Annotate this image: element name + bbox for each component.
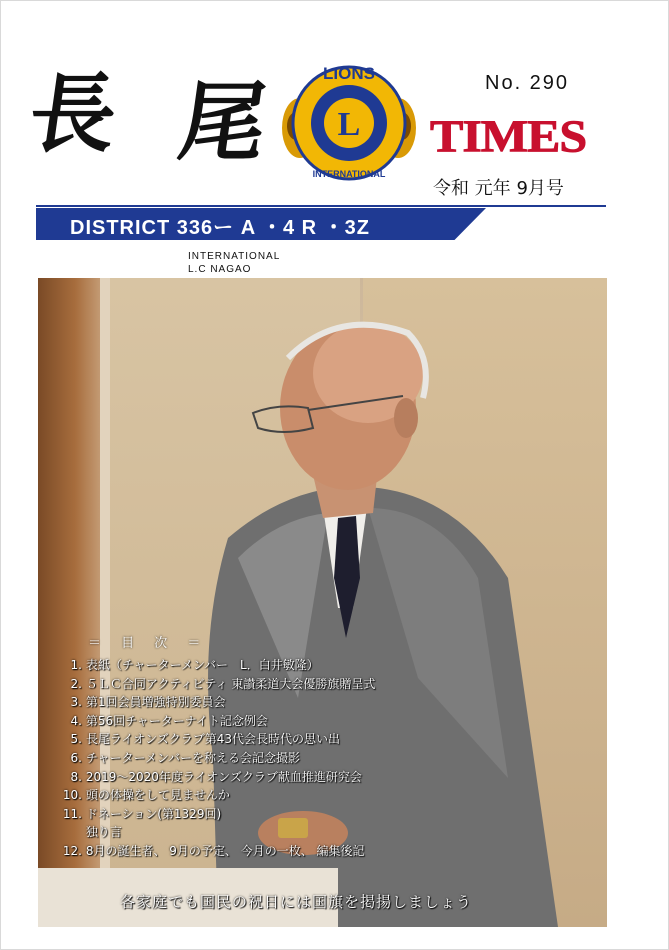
toc-item-number: 10. — [62, 788, 82, 803]
toc-item-text: 第56回チャーターナイト記念例会 — [85, 713, 268, 728]
toc-heading: ＝ 目 次 ＝ — [88, 636, 209, 651]
toc-item-number: 2. — [70, 676, 82, 691]
toc-item-text: 8月の誕生者、 9月の予定、 今月の一枚、 編集後記 — [85, 843, 365, 858]
toc-item-text: 表紙（チャーターメンバー L．白井敏隆） — [85, 658, 319, 672]
lions-emblem-logo — [282, 56, 416, 190]
club-name — [188, 250, 280, 276]
toc-item-number — [50, 823, 82, 842]
toc-item-number: 4. — [70, 713, 82, 728]
table-of-contents — [50, 656, 375, 861]
district-rule — [36, 205, 606, 207]
masthead-char-2: 尾 — [172, 72, 274, 173]
masthead-char-1: 長 — [22, 64, 124, 165]
toc-item[interactable] — [50, 786, 375, 805]
district-text: DISTRICT 336ー A ・4 R ・3Z — [70, 217, 370, 239]
toc-item-text: ５ＬＣ合同アクティビティ 東讃柔道大会優勝旗贈呈式 — [85, 676, 376, 691]
emblem-top-text: LIONS — [323, 64, 375, 83]
toc-item-text: 第1回会員増強特別委員会 — [85, 695, 226, 710]
toc-item-number: 1. — [70, 658, 82, 672]
emblem-letter: L — [337, 106, 361, 143]
club-line-1: INTERNATIONAL — [188, 251, 281, 262]
toc-item-number: 6. — [70, 750, 82, 765]
times-logo: TIMES — [430, 110, 587, 162]
toc-item-number: 3. — [70, 695, 82, 710]
toc-item-text: ドネーション(第1329回) — [85, 806, 222, 821]
emblem-bottom-text: INTERNATIONAL — [312, 169, 386, 179]
toc-item[interactable] — [50, 730, 375, 749]
issue-date: 令和 元年 9月号 — [433, 178, 564, 199]
toc-item-text: 長尾ライオンズクラブ第43代会長時代の思い出 — [85, 732, 341, 747]
toc-item[interactable] — [50, 823, 375, 842]
toc-item-number: 11. — [62, 806, 82, 821]
footer-message: 各家庭でも国民の祝日には国旗を掲揚しましょう — [120, 893, 473, 911]
toc-item[interactable] — [50, 842, 375, 861]
toc-item[interactable] — [50, 768, 375, 787]
toc-item[interactable] — [50, 656, 375, 675]
toc-item[interactable] — [50, 805, 375, 824]
toc-item-number: 5. — [70, 732, 82, 747]
toc-item-text: 2019～2020年度ライオンズクラブ献血推進研究会 — [85, 769, 362, 784]
toc-item[interactable] — [50, 749, 375, 768]
toc-item[interactable] — [50, 712, 375, 731]
club-line-2: L.C NAGAO — [188, 264, 252, 275]
toc-item-text: 頭の体操をして見ませんか — [85, 788, 230, 803]
toc-item-number: 12. — [62, 843, 82, 858]
toc-item-text: チャーターメンバーを称える会記念撮影 — [85, 750, 301, 765]
issue-number: No. 290 — [485, 72, 570, 94]
toc-item[interactable] — [50, 675, 375, 694]
toc-item-number: 8. — [70, 769, 82, 784]
toc-item-text: 独り言 — [85, 825, 122, 840]
toc-item[interactable] — [50, 693, 375, 712]
